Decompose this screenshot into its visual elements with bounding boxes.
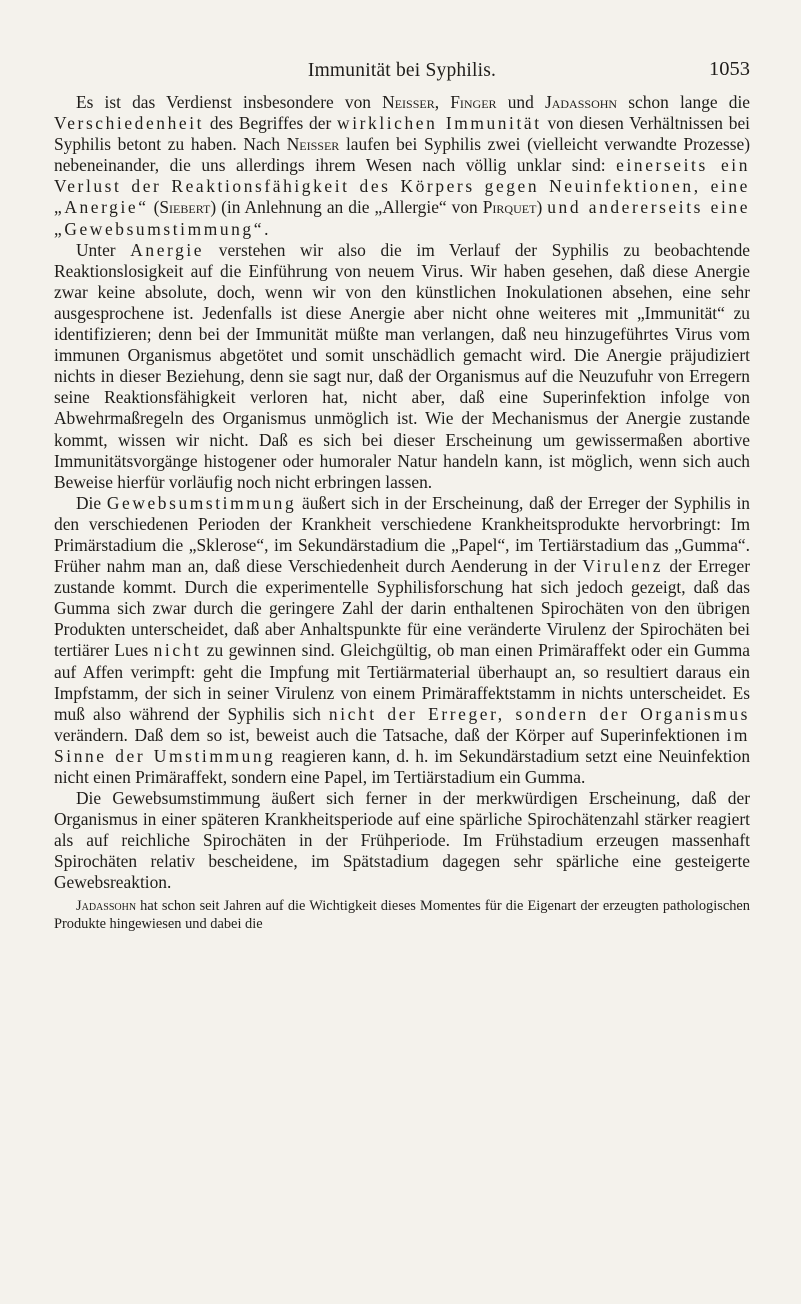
emphasized-text: im Sinne der Umstimmung (54, 724, 750, 766)
paragraph-anergie (54, 240, 750, 493)
text-run: von diesen Verhältnissen bei Syphilis betont zu haben. Nach (54, 113, 751, 155)
emphasized-text: nicht der Erreger, sondern der Organismus (328, 703, 750, 724)
text-run: des Begriffes der (204, 113, 338, 134)
continuation-paragraph (54, 897, 750, 934)
text-run: reagieren kann, d. h. im Sekundärstadium setzt eine Neuinfektion nicht einen Primäraffekt, sondern eine Papel, im Tertiärstadium ein Gumma. (54, 745, 751, 787)
emphasized-text: und andererseits eine „Gewebsumstimmung“ (54, 197, 751, 239)
author-name: Neisser (286, 134, 340, 155)
emphasized-text: wirklichen Immunität (337, 113, 542, 134)
text-run: . (264, 218, 269, 239)
text-run: ( (148, 197, 160, 218)
body-text (54, 92, 750, 894)
author-name: Finger (450, 92, 497, 112)
running-title: Immunität bei Syphilis. (307, 60, 497, 81)
text-run: verändern. Daß dem so ist, beweist auch die Tatsache, daß der Körper auf Superinfektionen (54, 724, 727, 745)
emphasized-text: Verschiedenheit (54, 113, 205, 134)
paragraph-neisser-concepts (54, 92, 750, 240)
emphasized-text: Gewebsumstimmung (106, 492, 297, 513)
text-run: und (496, 92, 545, 112)
text-run: ) (536, 197, 548, 218)
page-number: 1053 (709, 58, 750, 80)
page-header (54, 58, 750, 92)
text-run: Es ist das Verdienst insbesondere von (76, 92, 383, 112)
paragraph-spirochaeten-reaction (54, 788, 750, 893)
text-run: Die Gewebsumstimmung äußert sich ferner in der merkwürdigen Erscheinung, daß der Organismus in einer späteren Krankheitsperiode auf eine spärliche Spirochätenzahl stärker reagiert als auf reichliche Spirochäten in der Frühperiode. Im Frühstadium erzeugen massenhaft Spirochäten relativ bescheidene, im Spätstadium dagegen sehr spärliche eine gesteigerte Gewebsreaktion. (54, 788, 750, 893)
text-run: Die (76, 492, 107, 513)
emphasized-text: nicht (153, 640, 202, 661)
text-run: äußert sich in der Erscheinung, daß der Erreger der Syphilis in den verschiedenen Perioden der Krankheit verschiedene Krankheitsprodukte hervorbringt: Im Primärstadium die „Sklerose“, im Sekundärstadium die „Papel“, im Tertiärstadium das „Gumma“. Früher nahm man an, daß diese Verschiedenheit durch Aenderung in der (54, 492, 750, 577)
author-name: Neisser (382, 92, 435, 112)
paragraph-gewebsumstimmung (54, 493, 750, 788)
text-run: hat schon seit Jahren auf die Wichtigkeit dieses Momentes für die Eigenart der erzeugten pathologischen Produkte hingewiesen und dabei die (54, 897, 750, 933)
text-run: zu gewinnen sind. Gleichgültig, ob man einen Primäraffekt oder ein Gumma auf Affen verimpft: geht die Impfung mit Tertiärmaterial überhaupt an, so resultiert daraus ein Impfstamm, der sich in seiner Virulenz von einem Primäraffektstamm in nichts unterscheidet. Es muß also während der Syphilis sich (54, 640, 750, 724)
text-run: , (434, 92, 451, 112)
author-name: Pirquet (482, 197, 537, 218)
text-run: verstehen wir also die im Verlauf der Syphilis zu beobachtende Reaktionslosigkeit auf die Einführung von neuem Virus. Wir haben gesehen, daß diese Anergie zwar keine absolute, doch, wenn wir von den künstlichen Inokulationen absehen, eine sehr ausgesprochene ist. Jedenfalls ist diese Anergie aber nicht ohne weiteres mit „Immunität“ zu identifizieren; denn bei der Immunität müßte man verlangen, daß neu hinzugeführtes Virus vom immunen Organismus abgetötet und somit unschädlich gemacht wird. Die Anergie präjudiziert nichts in dieser Beziehung, denn sie sagt nur, daß der Organismus auf die Neuzufuhr von Erregern seine Reaktionsfähigkeit verloren hat, nicht aber, daß eine Superinfektion infolge von Abwehrmaßregeln des Organismus unmöglich ist. Wie der Mechanismus der Anergie zustande kommt, wissen wir nicht. Daß es sich bei dieser Erscheinung um gewissermaßen abortive Immunitätsvorgänge histogener oder humoraler Natur handeln kann, ist möglich, wenn sich auch Beweise hierfür vorläufig noch nicht erbringen lassen. (54, 239, 750, 492)
emphasized-text: Anergie (130, 239, 205, 260)
emphasized-text: einerseits ein Verlust der Reaktionsfähigkeit des Körpers gegen Neuinfektionen, eine „Anergie“ (54, 155, 751, 218)
author-name: Siebert (159, 197, 211, 218)
text-run: schon lange die (617, 92, 750, 112)
text-run: ) (in Anlehnung an die „Allergie“ von (210, 197, 483, 218)
author-name: Jadassohn (544, 92, 618, 112)
book-page (54, 58, 750, 948)
emphasized-text: Virulenz (582, 556, 664, 577)
text-run: laufen bei Syphilis zwei (vielleicht verwandte Prozesse) nebeneinander, die uns allerdings ihrem Wesen nach völlig unklar sind: (54, 134, 750, 176)
text-run: der Erreger zustande kommt. Durch die experimentelle Syphilisforschung hat sich jedoch gezeigt, daß das Gumma sich zwar durch die geringere Zahl der darin enthaltenen Spirochäten von den übrigen Produkten unterscheidet, daß aber Anhaltspunkte für eine veränderte Virulenz der Spirochäten bei tertiärer Lues (54, 556, 751, 661)
text-run: Unter (76, 239, 131, 260)
author-name: Jadassohn (76, 897, 137, 914)
